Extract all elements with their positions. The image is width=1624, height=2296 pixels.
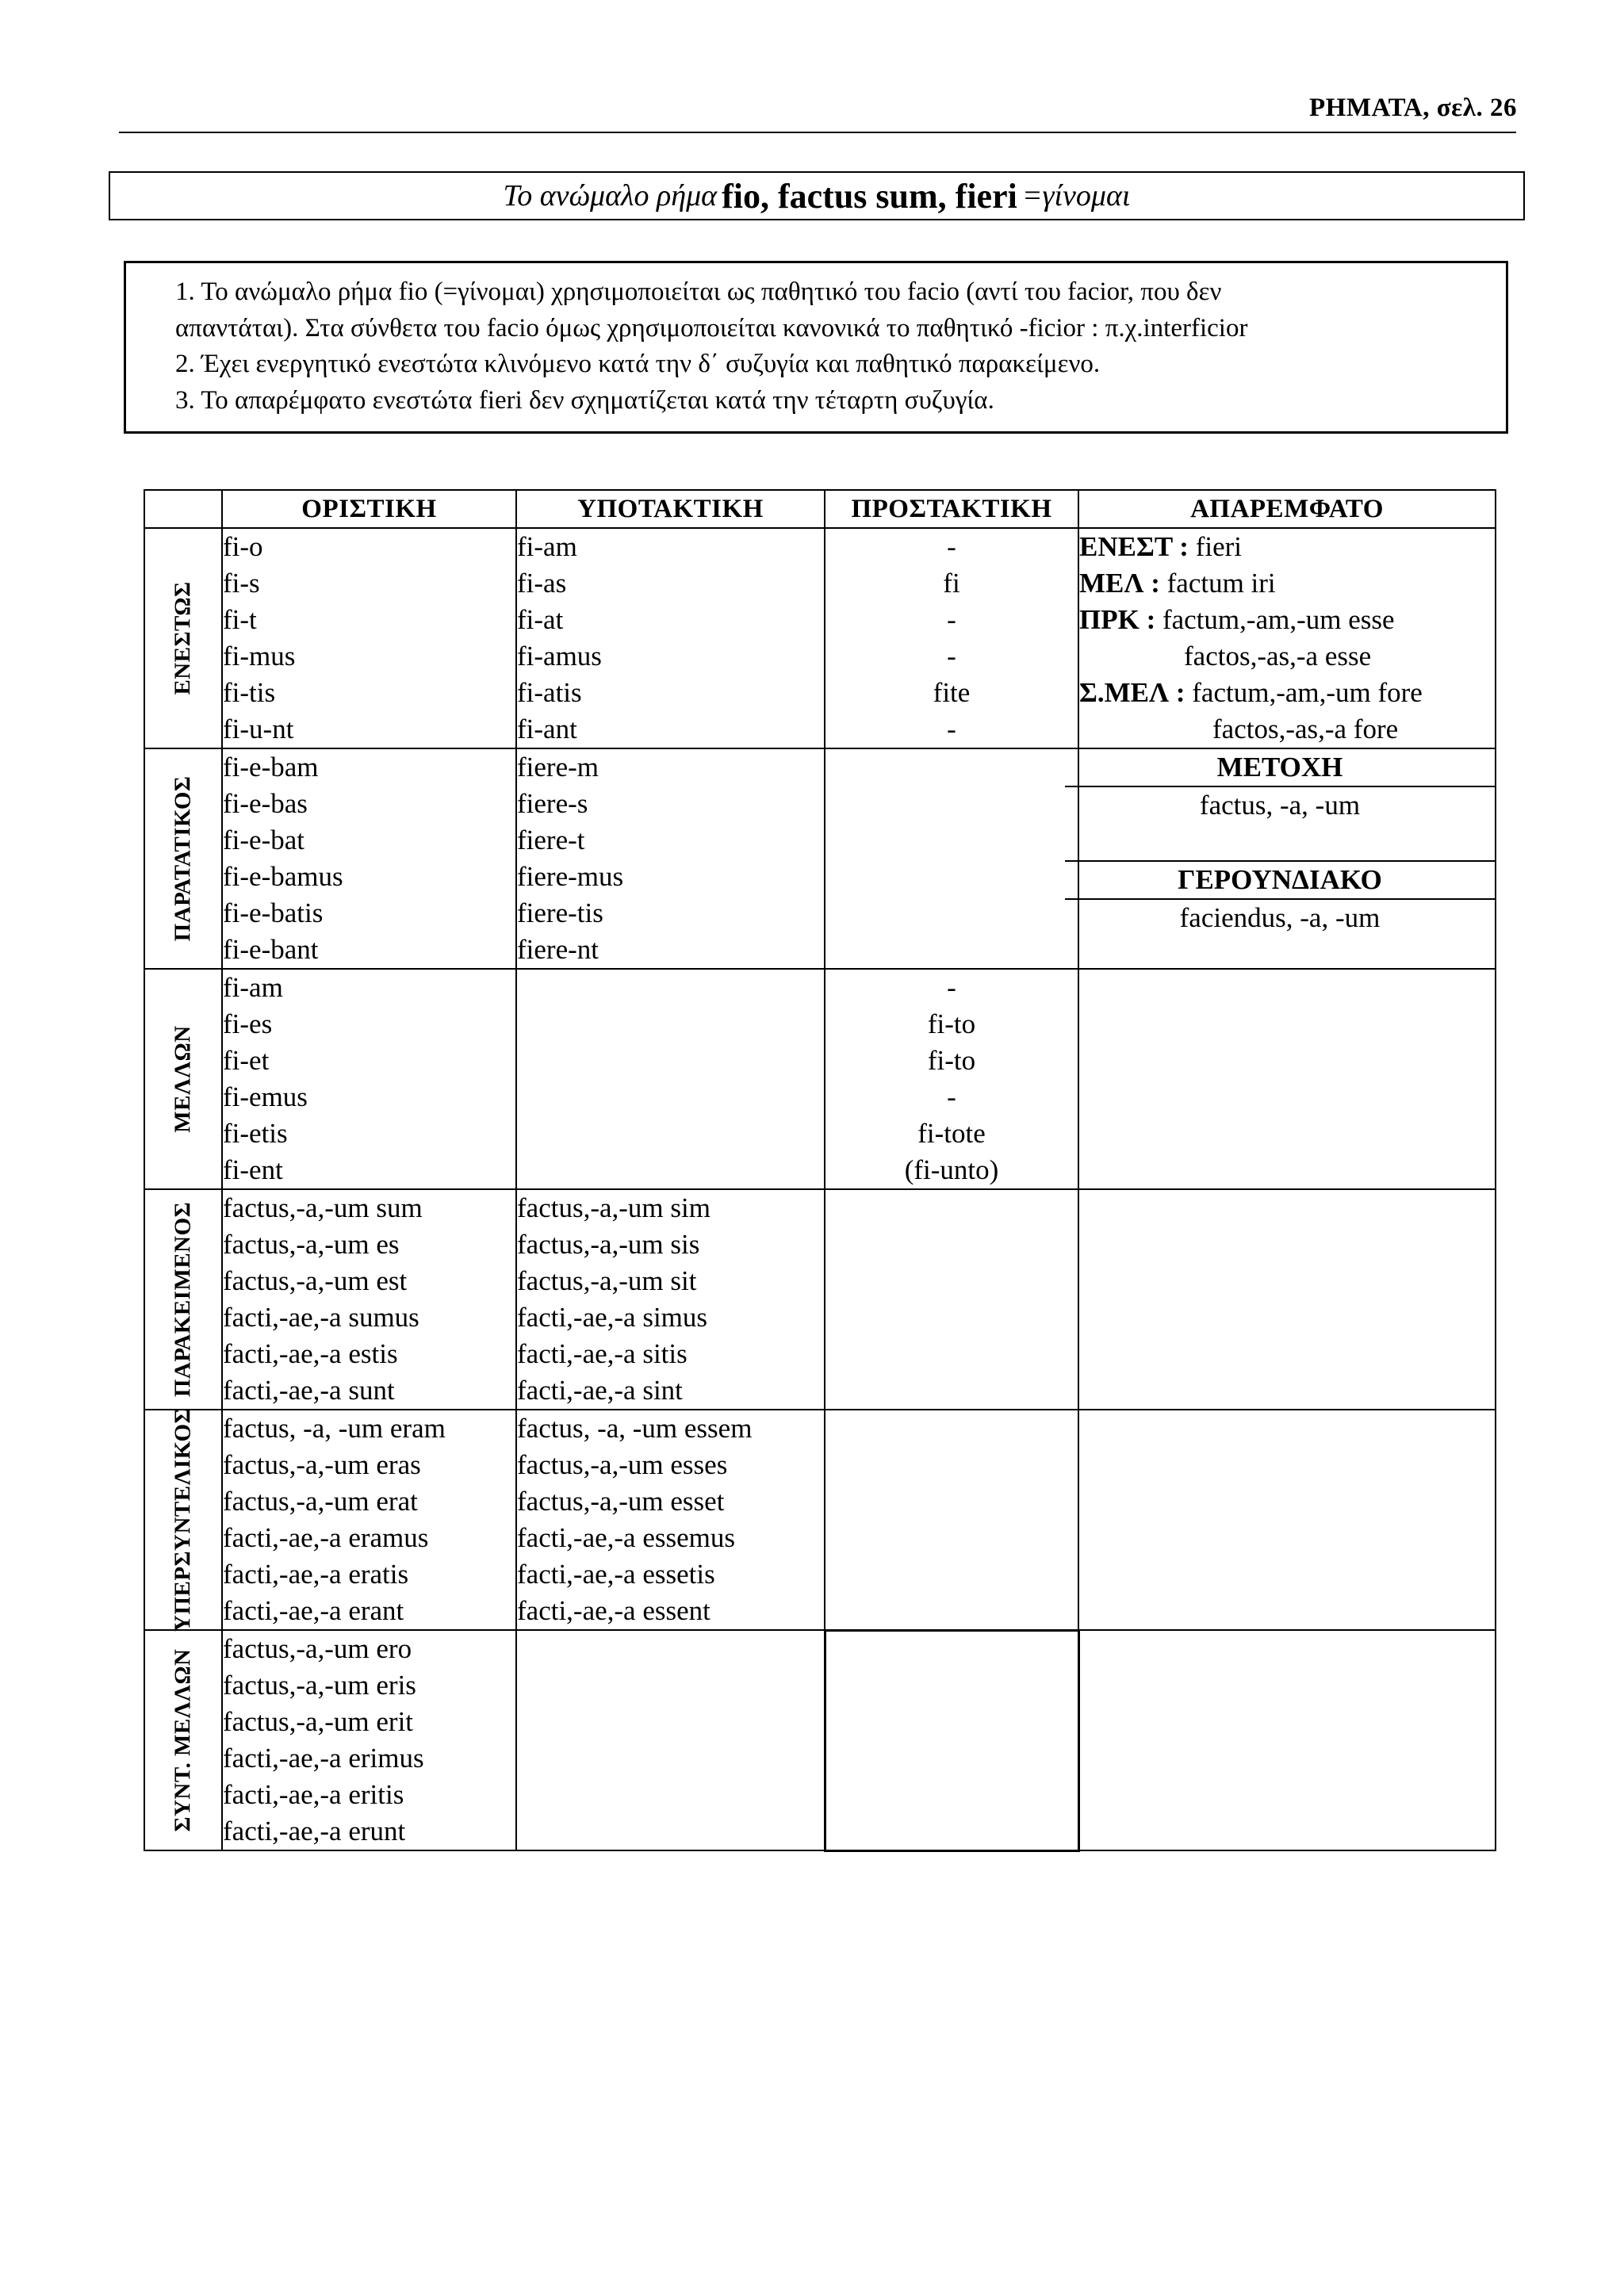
form: fiere-t [517,825,585,855]
form: fi-am [223,972,283,1003]
form: fiere-m [517,752,599,783]
subjunctive-cell [516,748,825,969]
note-line: απαντάται). Στα σύνθετα του facio όμως χρησιμοποιείται κανονικά το παθητικό -ficior : π.χ.interficior [175,313,1248,342]
title-meaning: =γίνομαι [1021,179,1131,212]
table-row [144,748,1496,969]
infinitive-cell [1078,1410,1496,1630]
form: factus,-a,-um sum [223,1192,423,1223]
form: factus,-a,-um sim [517,1192,710,1223]
infinitive-present [1079,529,1495,565]
table-row [144,969,1496,1189]
infinitive-future-value: factum iri [1159,568,1276,599]
form: - [947,531,956,562]
tense-cell [144,748,222,969]
note-line: 3. Το απαρέμφατο ενεστώτα fieri δεν σχηματίζεται κατά την τέταρτη συζυγία. [175,385,994,415]
tense-cell [144,1630,222,1850]
form: factus,-a,-um erat [223,1486,418,1517]
form: fi-am [517,531,577,562]
form: fi [943,568,960,599]
form: factus,-a,-um eras [223,1449,421,1480]
form: facti,-ae,-a sint [517,1375,683,1406]
table-header-row [144,490,1496,528]
subjunctive-cell [516,969,825,1189]
tense-label: ΥΠΕΡΣΥΝΤΕΛΙΚΟΣ [170,1408,196,1632]
form: factus,-a,-um eris [223,1670,416,1701]
infinitive-cell [1078,1189,1496,1410]
form: fi-es [223,1008,273,1039]
form: facti,-ae,-a essemus [517,1522,735,1553]
infinitive-future [1079,565,1495,602]
gerundive-value: faciendus, -a, -um [1179,902,1381,933]
header-infinitive: ΑΠΑΡΕΜΦΑΤΟ [1078,490,1496,528]
infinitive-future-label: ΜΕΛ : [1079,568,1160,599]
form: facti,-ae,-a sunt [223,1375,395,1406]
infinitive-futperf-value: factum,-am,-um fore [1185,677,1423,708]
note-line: 2. Έχει ενεργητικό ενεστώτα κλινόμενο κατά την δ΄ συζυγία και παθητικό παρακείμενο. [175,350,1101,378]
form: factus,-a,-um sis [517,1229,700,1260]
form: factus,-a,-um sit [517,1265,697,1296]
form: factus, -a, -um eram [223,1413,446,1444]
form: fi-to [927,1008,976,1039]
form: facti,-ae,-a erimus [223,1743,424,1774]
form: facti,-ae,-a erunt [223,1816,406,1846]
participle-gerundive-cell [1078,748,1496,969]
form: fi-emus [223,1081,308,1112]
form: fi-at [517,604,564,635]
tense-cell [144,1410,222,1630]
form: facti,-ae,-a eramus [223,1522,429,1553]
indicative-cell [222,969,516,1189]
form: - [947,1081,956,1112]
form: fi-to [927,1045,976,1076]
form: - [947,972,956,1003]
tense-label: ΜΕΛΛΩΝ [170,1025,196,1133]
tense-label: ΕΝΕΣΤΩΣ [170,581,196,695]
header-imperative: ΠΡΟΣΤΑΚΤΙΚΗ [825,490,1078,528]
gerundive-heading: ΓΕΡΟΥΝΔΙΑΚΟ [1065,860,1495,900]
form: factus,-a,-um es [223,1229,400,1260]
tense-cell [144,1189,222,1410]
infinitive-perfect-plural: factos,-as,-a esse [1184,641,1372,672]
table-row [144,1189,1496,1410]
infinitive-futperf-plural: factos,-as,-a fore [1212,714,1399,744]
tense-label: ΠΑΡΑΤΑΤΙΚΟΣ [170,775,196,942]
form: fi-atis [517,677,582,708]
form: - [947,714,956,744]
form: facti,-ae,-a erant [223,1595,404,1626]
form: fi-etis [223,1118,288,1149]
header-indicative: ΟΡΙΣΤΙΚΗ [222,490,516,528]
form: facti,-ae,-a eratis [223,1559,409,1590]
imperative-cell [825,1630,1078,1850]
form: factus,-a,-um ero [223,1633,412,1664]
infinitive-perfect-value: factum,-am,-um esse [1155,604,1395,635]
form: fi-s [223,568,260,599]
infinitive-futperf-label: Σ.ΜΕΛ : [1079,677,1185,708]
table-row [144,1410,1496,1630]
subjunctive-cell [516,1410,825,1630]
form: facti,-ae,-a estis [223,1338,398,1369]
form: fi-o [223,531,263,562]
tense-cell [144,969,222,1189]
form: - [947,641,956,672]
infinitive-perfect [1079,602,1495,638]
indicative-cell [222,748,516,969]
form: fi-as [517,568,567,599]
table-row [144,528,1496,748]
form: factus,-a,-um est [223,1265,408,1296]
participle-value: factus, -a, -um [1199,790,1361,821]
form: facti,-ae,-a sumus [223,1302,419,1333]
form: facti,-ae,-a essetis [517,1559,715,1590]
form: fi-amus [517,641,602,672]
indicative-cell [222,528,516,748]
form: fi-u-nt [223,714,294,744]
form: fi-e-bamus [223,861,343,892]
infinitive-perfect-label: ΠΡΚ : [1079,604,1156,635]
form: facti,-ae,-a simus [517,1302,708,1333]
form: fi-e-bam [223,752,319,783]
page-header: ΡΗΜΑΤΑ, σελ. 26 [1309,94,1517,122]
participle-heading: ΜΕΤΟΧΗ [1065,749,1495,787]
notes-box [124,261,1508,434]
form: fi-e-bat [223,825,304,855]
form: fi-e-batis [223,897,324,928]
form: fi-mus [223,641,296,672]
form: facti,-ae,-a sitis [517,1338,688,1369]
subjunctive-cell [516,528,825,748]
infinitive-cell [1078,1630,1496,1850]
form: facti,-ae,-a essent [517,1595,710,1626]
spacer [1065,824,1495,860]
tense-cell [144,528,222,748]
subjunctive-cell [516,1189,825,1410]
form: fi-tis [223,677,276,708]
form: factus,-a,-um esset [517,1486,725,1517]
imperative-cell [825,1410,1078,1630]
form: fiere-s [517,788,588,819]
form: fi-tote [917,1118,986,1149]
tense-label: ΣΥΝΤ. ΜΕΛΛΩΝ [170,1648,196,1832]
infinitive-cell [1078,969,1496,1189]
title-verb: fio, factus sum, fieri [722,176,1017,216]
form: fi-ant [517,714,577,744]
infinitive-cell [1078,528,1496,748]
indicative-cell [222,1630,516,1850]
form: fi-t [223,604,257,635]
form: facti,-ae,-a eritis [223,1779,404,1810]
form: - [947,604,956,635]
indicative-cell [222,1189,516,1410]
form: fi-e-bant [223,934,319,965]
title-box [109,171,1525,220]
conjugation-table [144,489,1496,1852]
form: fiere-mus [517,861,624,892]
imperative-cell [825,969,1078,1189]
tense-label: ΠΑΡΑΚΕΙΜΕΝΟΣ [170,1201,196,1398]
infinitive-present-label: ΕΝΕΣΤ : [1079,531,1189,562]
form: factus, -a, -um essem [517,1413,753,1444]
indicative-cell [222,1410,516,1630]
form: fi-et [223,1045,270,1076]
imperative-cell [825,748,1078,969]
form: fi-ent [223,1154,283,1185]
imperative-cell [825,528,1078,748]
header-rule [119,132,1516,133]
subjunctive-cell [516,1630,825,1850]
form: fiere-nt [517,934,599,965]
corner-cell [144,490,222,528]
table-row [144,1630,1496,1850]
form: fiere-tis [517,897,603,928]
form: (fi-unto) [904,1154,999,1185]
header-subjunctive: ΥΠΟΤΑΚΤΙΚΗ [516,490,825,528]
imperative-cell [825,1189,1078,1410]
form: fite [933,677,971,708]
form: factus,-a,-um erit [223,1706,414,1737]
infinitive-futperf [1079,675,1495,711]
form: factus,-a,-um esses [517,1449,728,1480]
infinitive-present-value: fieri [1188,531,1243,562]
note-line: 1. Το ανώμαλο ρήμα fio (=γίνομαι) χρησιμοποιείται ως παθητικό του facio (αντί του facior, που δεν [175,277,1222,306]
title-prefix: Το ανώμαλο ρήμα [503,179,718,212]
form: fi-e-bas [223,788,308,819]
